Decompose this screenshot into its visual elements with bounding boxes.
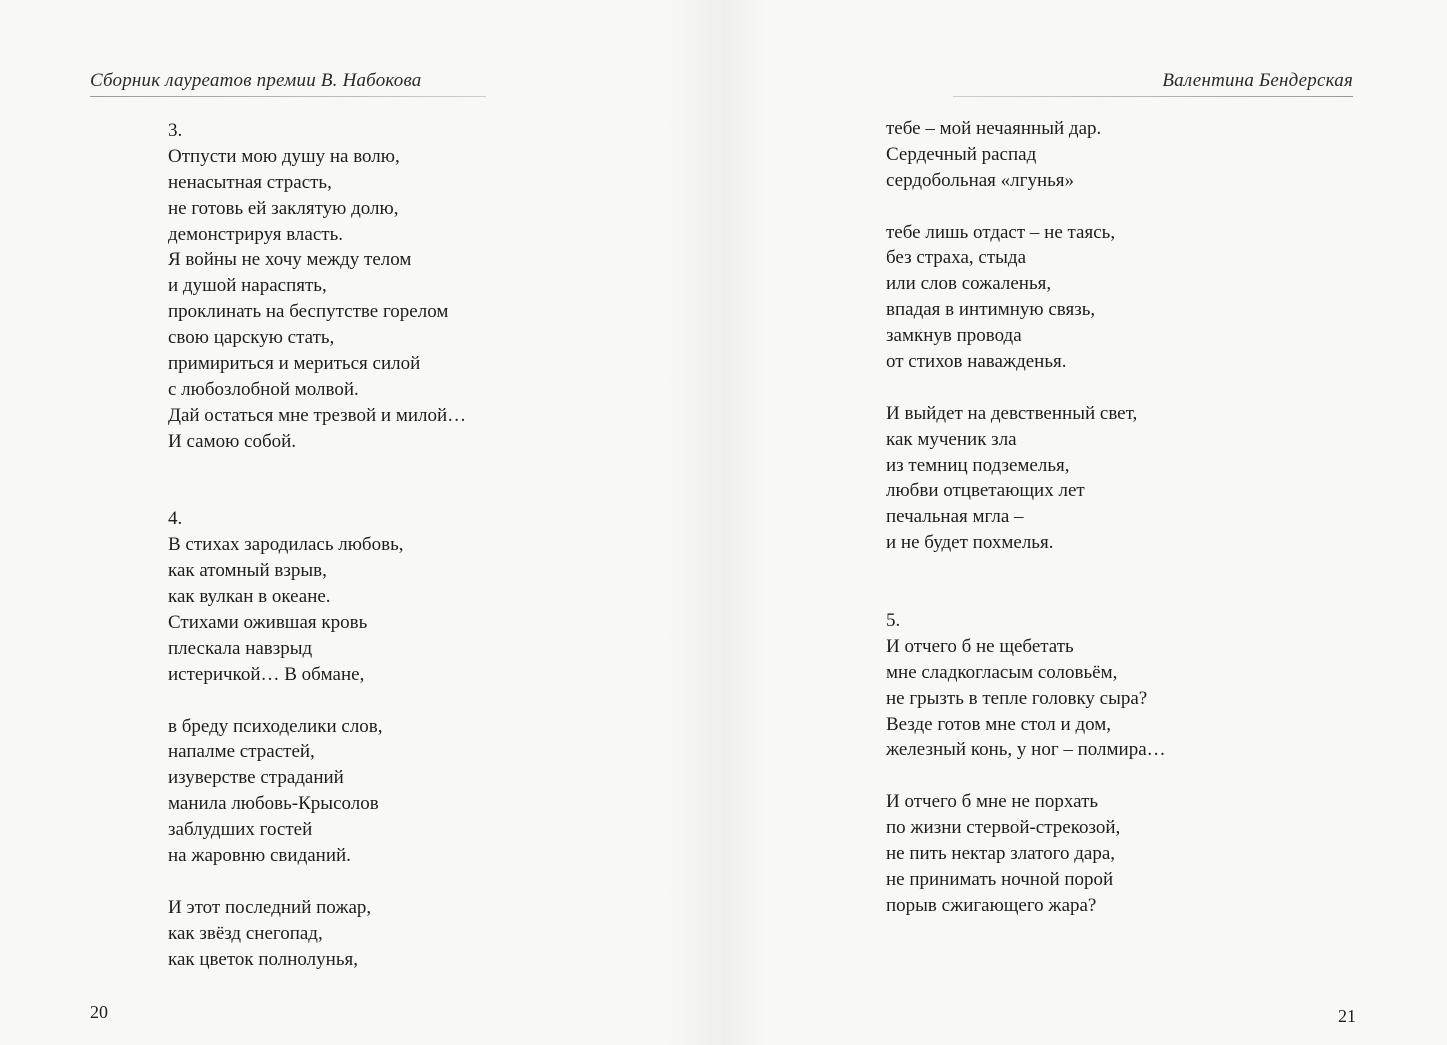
poem-line: по жизни стервой-стрекозой, <box>886 817 1121 839</box>
poem-line: свою царскую стать, <box>168 327 335 349</box>
poem-line: и душой нараспять, <box>168 275 327 297</box>
poem-line: примириться и мериться силой <box>168 353 421 375</box>
poem-line: Дай остаться мне трезвой и милой… <box>168 404 467 426</box>
stanza-break <box>168 688 466 714</box>
right-header-rule <box>953 96 1353 97</box>
poem-stanza <box>168 714 466 869</box>
poem-line: И выйдет на девственный свет, <box>886 402 1138 424</box>
stanza-break <box>886 375 1166 401</box>
poem-line: из темниц подземелья, <box>886 454 1070 476</box>
poem-line: плескала навзрыд <box>168 637 313 659</box>
poem-line: не грызть в тепле головку сыра? <box>886 687 1148 709</box>
left-page-number: 20 <box>90 1002 108 1022</box>
poem-stanza <box>886 608 1166 763</box>
poem-line: печальная мгла – <box>886 506 1024 528</box>
poem-line: тебе лишь отдаст – не таясь, <box>886 221 1116 243</box>
poem-line: напалме страстей, <box>168 741 315 763</box>
poem-line: сердобольная «лгунья» <box>886 169 1075 191</box>
poem-line: на жаровню свиданий. <box>168 844 351 866</box>
poem-number: 4. <box>168 508 183 530</box>
stanza-break <box>886 194 1166 220</box>
poem-line: И отчего б мне не порхать <box>886 791 1099 813</box>
poem-stanza <box>886 220 1166 375</box>
poem-line: как звёзд снегопад, <box>168 922 323 944</box>
poem-line: и не будет похмелья. <box>886 532 1054 554</box>
poem-line: железный конь, у ног – полмира… <box>886 739 1166 761</box>
poem-line: заблудших гостей <box>168 819 313 841</box>
poem-line: И этот последний пожар, <box>168 896 372 918</box>
poem-line: тебе – мой нечаянный дар. <box>886 118 1102 139</box>
poem-number: 5. <box>886 609 901 631</box>
poem-break <box>168 455 466 507</box>
left-header-rule <box>90 96 486 97</box>
stanza-break <box>886 763 1166 789</box>
poem-line: любви отцветающих лет <box>886 480 1085 502</box>
left-poem-column <box>168 118 466 972</box>
poem-line: не готовь ей заклятую долю, <box>168 197 399 219</box>
poem-line: Отпусти мою душу на волю, <box>168 145 400 167</box>
poem-stanza <box>168 118 466 455</box>
poem-stanza <box>886 789 1166 918</box>
poem-line: не пить нектар златого дара, <box>886 842 1116 864</box>
poem-line: ненасытная страсть, <box>168 171 332 193</box>
poem-line: Я войны не хочу между телом <box>168 249 412 271</box>
poem-break <box>886 556 1166 608</box>
poem-stanza <box>168 506 466 687</box>
poem-stanza <box>886 116 1166 194</box>
poem-line: без страха, стыда <box>886 247 1027 269</box>
poem-line: с любозлобной молвой. <box>168 378 359 400</box>
poem-line: Стихами ожившая кровь <box>168 611 368 633</box>
right-page-number: 21 <box>1338 1006 1356 1026</box>
poem-stanza <box>886 401 1166 556</box>
left-running-head: Сборник лауреатов премии В. Набокова <box>90 70 422 91</box>
right-page <box>723 0 1447 1045</box>
poem-line: как атомный взрыв, <box>168 560 327 582</box>
poem-line: как вулкан в океане. <box>168 586 331 608</box>
poem-line: в бреду психоделики слов, <box>168 715 383 737</box>
poem-line: порыв сжигающего жара? <box>886 894 1097 916</box>
poem-line: как цветок полнолунья, <box>168 948 358 970</box>
right-running-head: Валентина Бендерская <box>1162 70 1353 91</box>
poem-line: не принимать ночной порой <box>886 868 1114 890</box>
poem-line: демонстрируя власть. <box>168 223 343 245</box>
poem-line: проклинать на беспутстве горелом <box>168 301 449 323</box>
poem-line: истеричкой… В обмане, <box>168 663 365 685</box>
poem-line: Везде готов мне стол и дом, <box>886 713 1112 735</box>
poem-line: И отчего б не щебетать <box>886 635 1074 657</box>
poem-line: И самою собой. <box>168 430 297 452</box>
poem-stanza <box>168 895 466 973</box>
poem-line: В стихах зародилась любовь, <box>168 534 404 556</box>
poem-line: Сердечный распад <box>886 143 1037 165</box>
poem-line: манила любовь-Крысолов <box>168 793 379 815</box>
poem-line: впадая в интимную связь, <box>886 299 1096 321</box>
right-poem-column <box>886 116 1166 919</box>
poem-line: как мученик зла <box>886 428 1017 450</box>
left-page <box>0 0 723 1045</box>
poem-line: мне сладкогласым соловьём, <box>886 661 1118 683</box>
poem-line: замкнув провода <box>886 325 1022 347</box>
poem-number: 3. <box>168 120 183 141</box>
stanza-break <box>168 869 466 895</box>
poem-line: или слов сожаленья, <box>886 273 1052 295</box>
poem-line: от стихов наважденья. <box>886 351 1067 373</box>
poem-line: изуверстве страданий <box>168 767 344 789</box>
